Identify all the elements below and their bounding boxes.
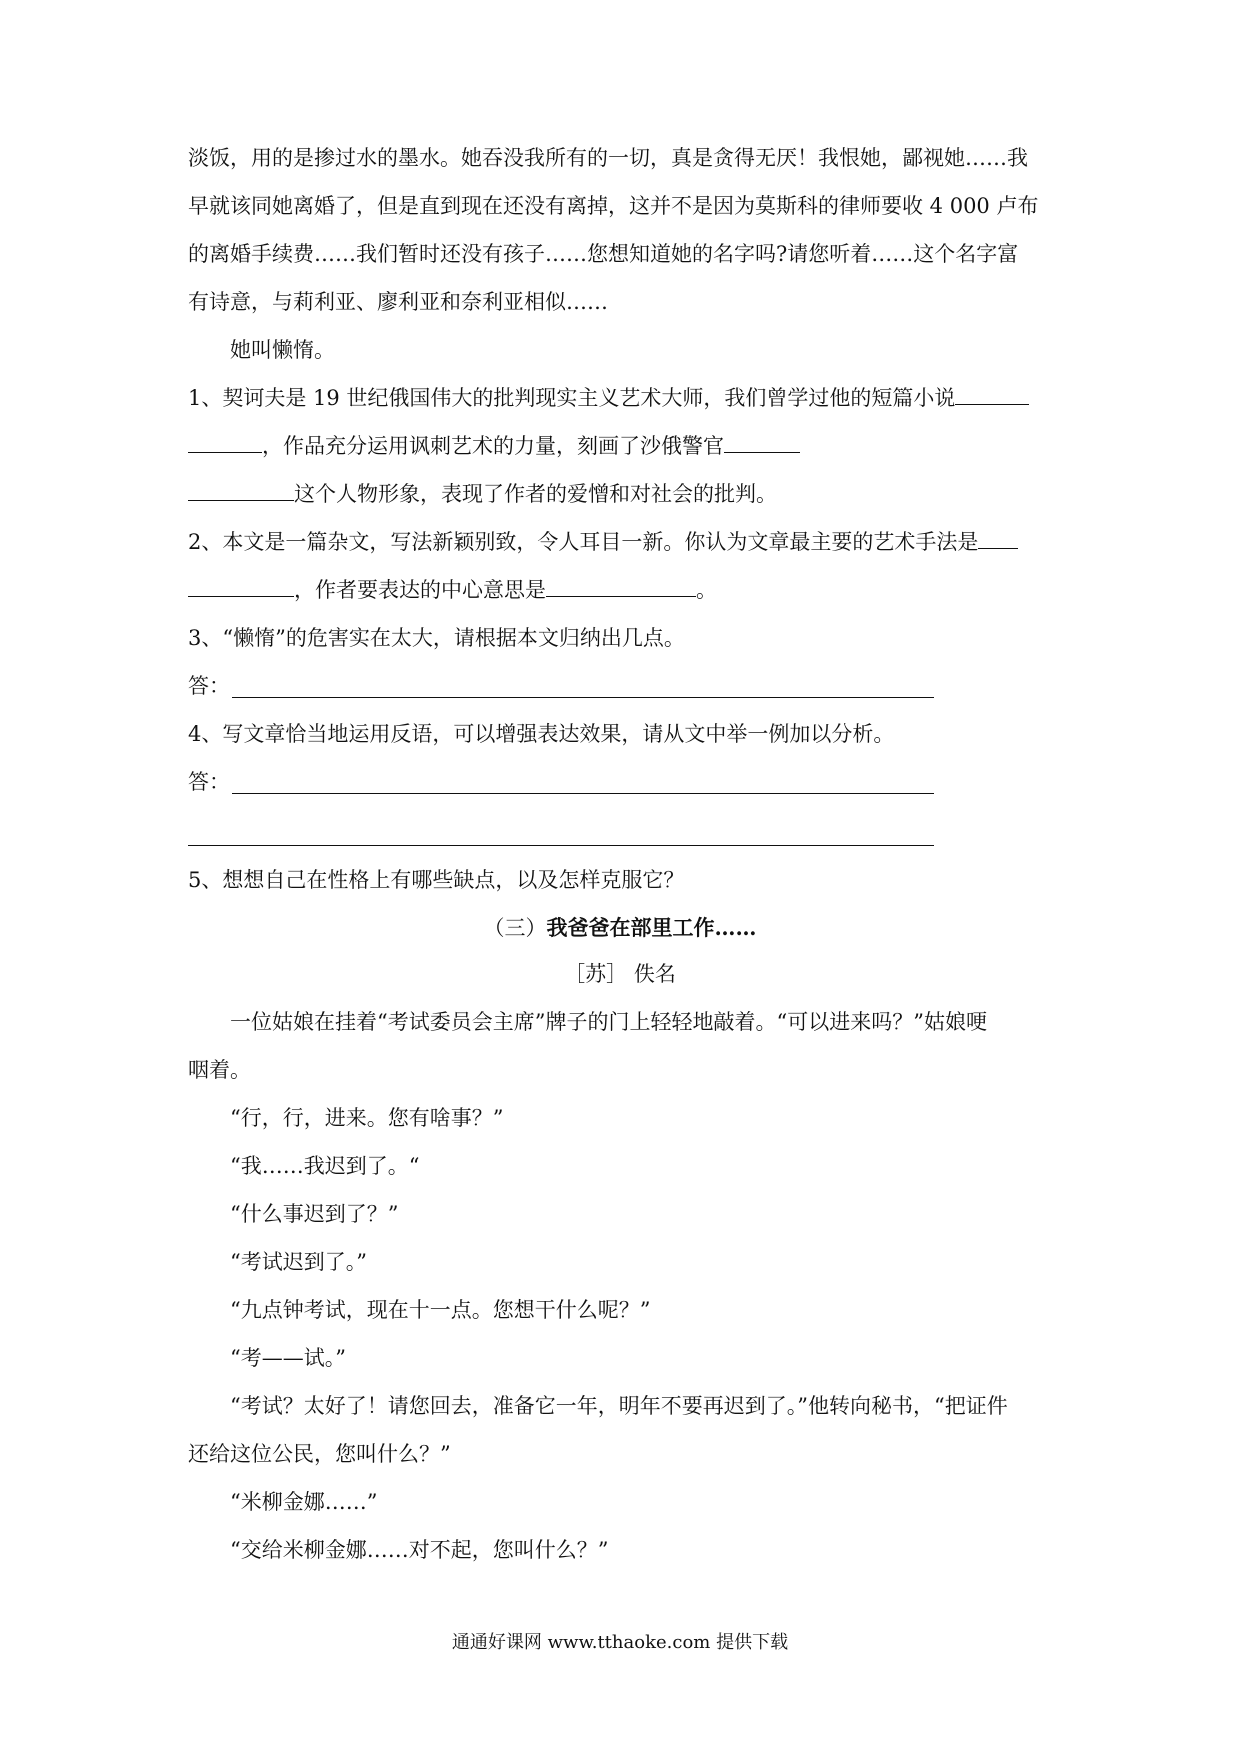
question-2-text: 2、本文是一篇杂文，写法新颖别致，令人耳目一新。你认为文章最主要的艺术手法是 [188, 530, 979, 554]
question-5: 5、想想自己在性格上有哪些缺点，以及怎样克服它？ [188, 868, 685, 892]
story-dialogue: “考试迟到了。” [230, 1250, 367, 1274]
section-author: ［苏］ 佚名 [564, 962, 676, 986]
answer-blank[interactable] [978, 528, 1018, 549]
story-paragraph: 咽着。 [188, 1058, 251, 1082]
story-dialogue: 还给这位公民，您叫什么？” [188, 1442, 451, 1466]
question-4: 4、写文章恰当地运用反语，可以增强表达效果，请从文中举一例加以分析。 [188, 722, 895, 746]
question-1-text: 这个人物形象，表现了作者的爱憎和对社会的批判。 [294, 482, 777, 506]
answer-blank[interactable] [546, 576, 696, 597]
paragraph-line: 她叫懒惰。 [230, 338, 335, 362]
paragraph-line: 的离婚手续费……我们暂时还没有孩子……您想知道她的名字吗?请您听着……这个名字富 [188, 242, 1019, 266]
story-dialogue: “考试？太好了！请您回去，准备它一年，明年不要再迟到了。”他转向秘书，“把证件 [230, 1394, 1008, 1418]
paragraph-line: 淡饭，用的是掺过水的墨水。她吞没我所有的一切，真是贪得无厌！我恨她，鄙视她……我 [188, 146, 1028, 170]
story-dialogue: “行，行，进来。您有啥事？” [230, 1106, 504, 1130]
story-dialogue: “九点钟考试，现在十一点。您想干什么呢？” [230, 1298, 651, 1322]
question-2-text: ，作者要表达的中心意思是 [294, 578, 546, 602]
answer-blank[interactable] [188, 576, 294, 597]
story-dialogue: “交给米柳金娜……对不起，您叫什么？” [230, 1538, 609, 1562]
question-1-text: ，作品充分运用讽刺艺术的力量，刻画了沙俄警官 [262, 434, 724, 458]
page-footer: 通通好课网 www.tthaoke.com 提供下载 [451, 1632, 789, 1653]
paragraph-line: 有诗意，与莉利亚、廖利亚和奈利亚相似…… [188, 290, 608, 314]
question-3: 3、“懒惰”的危害实在太大，请根据本文归纳出几点。 [188, 626, 685, 650]
question-2 [188, 527, 1018, 557]
section-title-text: 我爸爸在部里工作…… [546, 915, 757, 940]
answer-blank[interactable] [724, 432, 800, 453]
question-2-text: 。 [696, 578, 717, 602]
story-dialogue: “考——试。” [230, 1346, 346, 1370]
answer-line[interactable] [188, 845, 934, 846]
answer-line[interactable] [232, 697, 934, 698]
question-2-cont [188, 575, 717, 605]
story-dialogue: “米柳金娜……” [230, 1490, 378, 1514]
answer-blank[interactable] [188, 432, 262, 453]
question-1-cont [188, 431, 800, 461]
question-1-text: 1、契诃夫是 19 世纪俄国伟大的批判现实主义艺术大师，我们曾学过他的短篇小说 [188, 386, 956, 410]
story-dialogue: “什么事迟到了？” [230, 1202, 399, 1226]
answer-line[interactable] [232, 793, 934, 794]
paragraph-line: 早就该同她离婚了，但是直到现在还没有离掉，这并不是因为莫斯科的律师要收 4 000 卢布 [188, 194, 1039, 218]
section-number: （三） [483, 916, 547, 940]
question-1-cont [188, 479, 777, 509]
story-dialogue: “我……我迟到了。“ [230, 1154, 420, 1178]
story-paragraph: 一位姑娘在挂着“考试委员会主席”牌子的门上轻轻地敲着。“可以进来吗？”姑娘哽 [230, 1010, 987, 1034]
question-1 [188, 383, 1029, 413]
section-title [0, 913, 1240, 943]
answer-blank[interactable] [955, 384, 1029, 405]
answer-blank[interactable] [188, 480, 294, 501]
answer-label: 答： [188, 770, 230, 794]
answer-label: 答： [188, 674, 230, 698]
